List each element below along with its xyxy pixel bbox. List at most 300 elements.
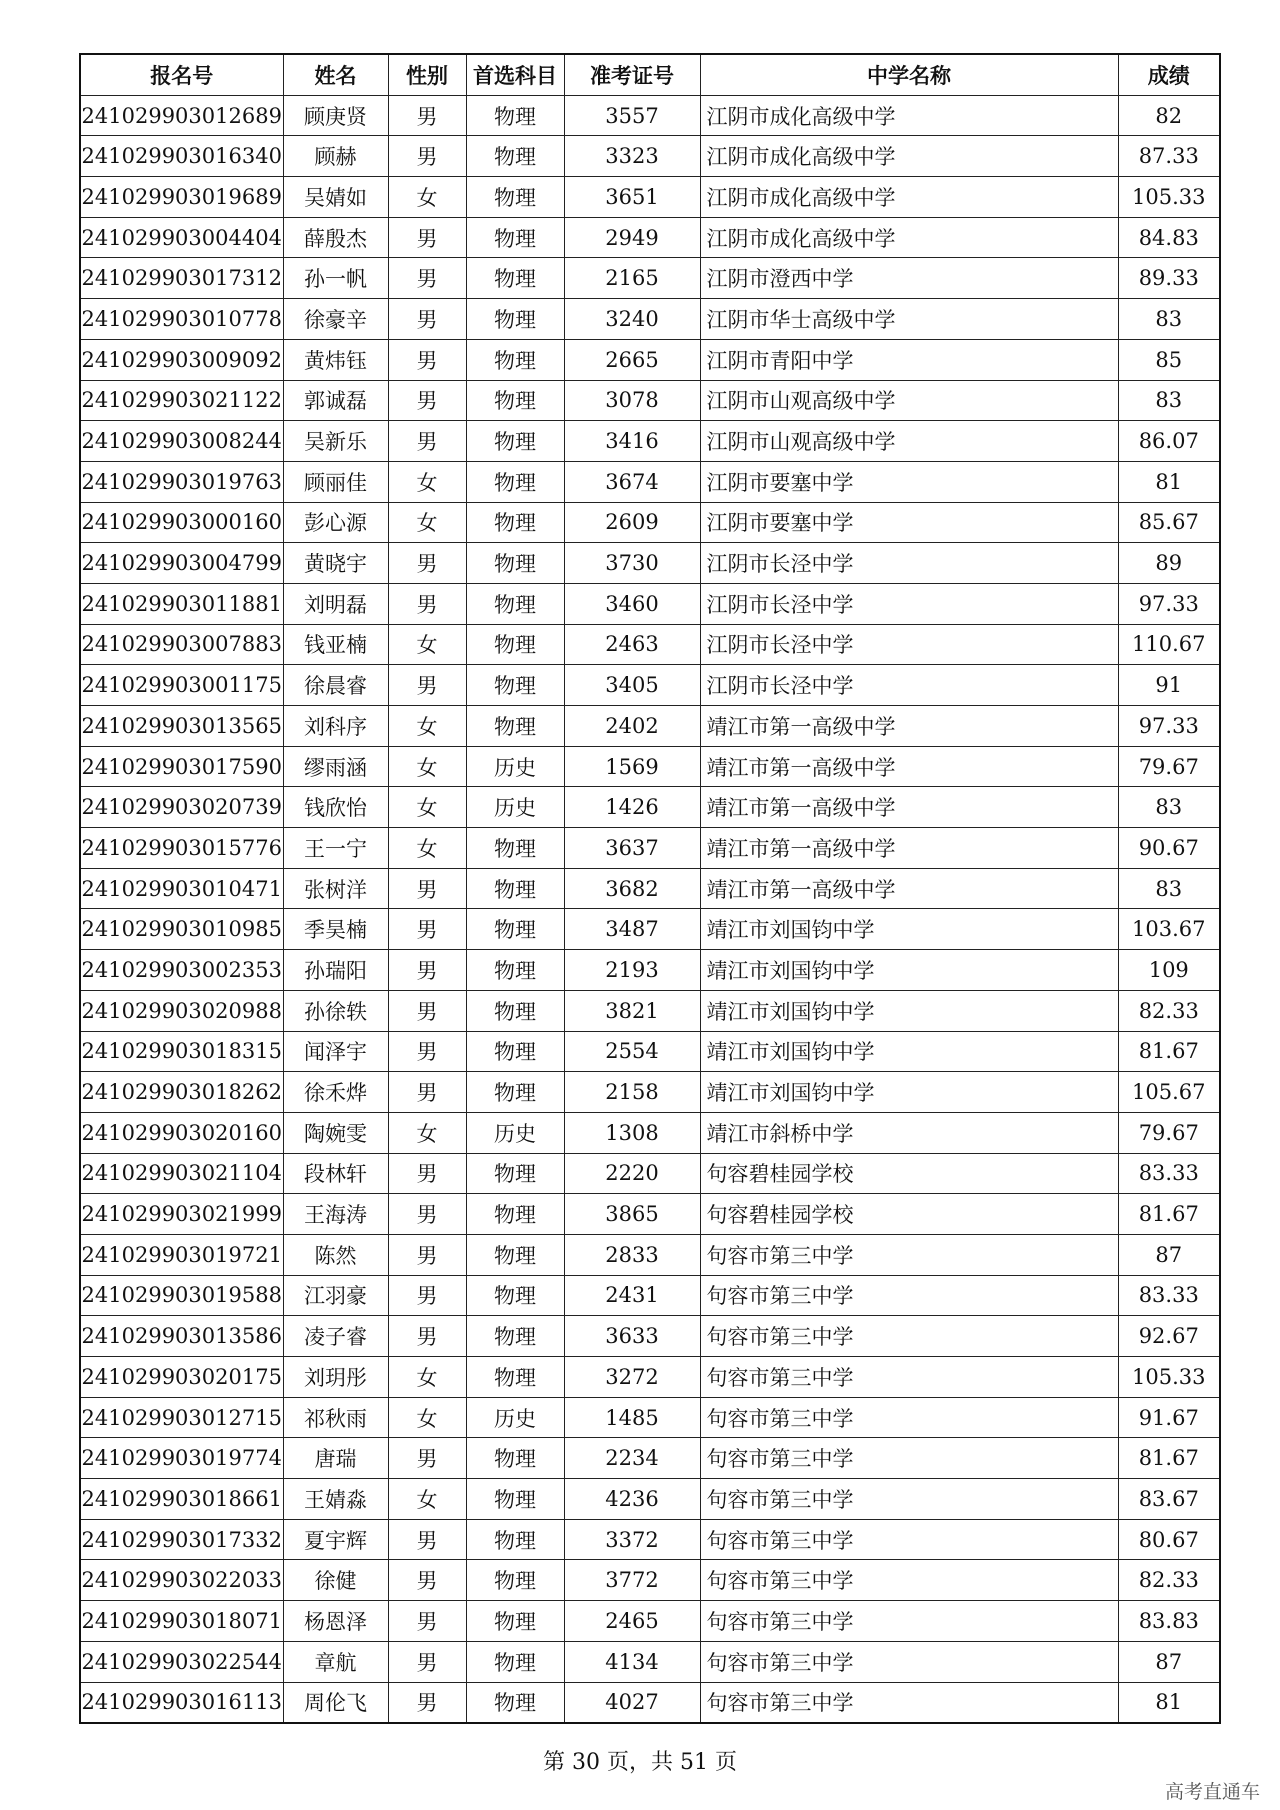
cell-score: 82 [1118,95,1220,136]
cell-registration-no: 241029903019774 [80,1438,283,1479]
table-row [80,1112,1220,1153]
cell-registration-no: 241029903004799 [80,543,283,584]
cell-score: 83.33 [1118,1153,1220,1194]
cell-school: 江阴市长泾中学 [700,665,1118,706]
cell-gender: 男 [388,136,466,177]
cell-subject: 物理 [466,1234,564,1275]
cell-exam-no: 3637 [564,828,700,869]
table-row [80,380,1220,421]
cell-gender: 女 [388,1479,466,1520]
cell-exam-no: 2833 [564,1234,700,1275]
cell-subject: 物理 [466,1194,564,1235]
table-row [80,1234,1220,1275]
cell-score: 89 [1118,543,1220,584]
cell-name: 钱亚楠 [283,624,388,665]
cell-name: 徐豪辛 [283,299,388,340]
cell-registration-no: 241029903011881 [80,583,283,624]
cell-score: 83 [1118,299,1220,340]
cell-school: 靖江市第一高级中学 [700,828,1118,869]
cell-exam-no: 3821 [564,990,700,1031]
cell-registration-no: 241029903016113 [80,1682,283,1723]
header-name: 姓名 [283,54,388,95]
cell-school: 江阴市山观高级中学 [700,421,1118,462]
cell-registration-no: 241029903010471 [80,868,283,909]
cell-registration-no: 241029903021999 [80,1194,283,1235]
cell-name: 孙一帆 [283,258,388,299]
table-row [80,868,1220,909]
table-row [80,909,1220,950]
cell-name: 徐健 [283,1560,388,1601]
cell-score: 81 [1118,1682,1220,1723]
cell-gender: 男 [388,868,466,909]
cell-score: 105.67 [1118,1072,1220,1113]
cell-subject: 物理 [466,583,564,624]
cell-subject: 物理 [466,502,564,543]
cell-subject: 物理 [466,339,564,380]
cell-exam-no: 2165 [564,258,700,299]
cell-subject: 物理 [466,1072,564,1113]
table-row [80,706,1220,747]
cell-school: 江阴市华士高级中学 [700,299,1118,340]
cell-subject: 历史 [466,746,564,787]
cell-school: 江阴市成化高级中学 [700,217,1118,258]
cell-registration-no: 241029903021104 [80,1153,283,1194]
table-row [80,624,1220,665]
cell-registration-no: 241029903020175 [80,1357,283,1398]
cell-score: 85.67 [1118,502,1220,543]
cell-gender: 女 [388,787,466,828]
table-row [80,177,1220,218]
cell-school: 靖江市刘国钧中学 [700,909,1118,950]
cell-school: 句容市第三中学 [700,1641,1118,1682]
cell-name: 顾庚贤 [283,95,388,136]
cell-name: 夏宇辉 [283,1519,388,1560]
cell-name: 陶婉雯 [283,1112,388,1153]
cell-score: 79.67 [1118,746,1220,787]
cell-score: 83.67 [1118,1479,1220,1520]
cell-school: 靖江市斜桥中学 [700,1112,1118,1153]
cell-exam-no: 3557 [564,95,700,136]
header-exam-no: 准考证号 [564,54,700,95]
cell-registration-no: 241029903020739 [80,787,283,828]
cell-score: 81.67 [1118,1438,1220,1479]
cell-gender: 女 [388,177,466,218]
cell-name: 薛殷杰 [283,217,388,258]
cell-school: 江阴市成化高级中学 [700,136,1118,177]
cell-gender: 男 [388,421,466,462]
cell-name: 祁秋雨 [283,1397,388,1438]
page-footer: 第 30 页，共 51 页 [543,1750,737,1775]
cell-school: 句容市第三中学 [700,1519,1118,1560]
cell-exam-no: 3487 [564,909,700,950]
cell-gender: 男 [388,1072,466,1113]
cell-gender: 女 [388,461,466,502]
cell-school: 江阴市要塞中学 [700,461,1118,502]
cell-school: 句容市第三中学 [700,1438,1118,1479]
cell-subject: 物理 [466,258,564,299]
cell-score: 83.33 [1118,1275,1220,1316]
cell-gender: 男 [388,95,466,136]
cell-subject: 物理 [466,543,564,584]
cell-school: 靖江市刘国钧中学 [700,990,1118,1031]
cell-score: 82.33 [1118,990,1220,1031]
cell-name: 顾赫 [283,136,388,177]
header-gender: 性别 [388,54,466,95]
cell-school: 江阴市成化高级中学 [700,95,1118,136]
cell-name: 郭诚磊 [283,380,388,421]
cell-exam-no: 2431 [564,1275,700,1316]
cell-name: 江羽豪 [283,1275,388,1316]
cell-score: 110.67 [1118,624,1220,665]
cell-exam-no: 3633 [564,1316,700,1357]
cell-score: 83 [1118,868,1220,909]
cell-registration-no: 241029903013586 [80,1316,283,1357]
cell-school: 江阴市要塞中学 [700,502,1118,543]
table-row [80,1479,1220,1520]
cell-subject: 物理 [466,706,564,747]
cell-name: 钱欣怡 [283,787,388,828]
table-row [80,990,1220,1031]
cell-subject: 历史 [466,1112,564,1153]
cell-school: 句容市第三中学 [700,1316,1118,1357]
cell-subject: 物理 [466,1031,564,1072]
cell-score: 87 [1118,1234,1220,1275]
cell-subject: 物理 [466,1641,564,1682]
cell-score: 105.33 [1118,177,1220,218]
cell-exam-no: 2234 [564,1438,700,1479]
header-subject: 首选科目 [466,54,564,95]
cell-name: 吴婧如 [283,177,388,218]
cell-subject: 物理 [466,177,564,218]
cell-subject: 物理 [466,95,564,136]
cell-score: 82.33 [1118,1560,1220,1601]
cell-exam-no: 4236 [564,1479,700,1520]
cell-gender: 男 [388,299,466,340]
cell-subject: 物理 [466,136,564,177]
cell-subject: 物理 [466,828,564,869]
cell-registration-no: 241029903017590 [80,746,283,787]
table-body [80,95,1220,1723]
cell-registration-no: 241029903007883 [80,624,283,665]
table-row [80,1194,1220,1235]
cell-exam-no: 3272 [564,1357,700,1398]
cell-registration-no: 241029903020988 [80,990,283,1031]
cell-gender: 男 [388,1438,466,1479]
cell-score: 83 [1118,787,1220,828]
cell-school: 句容市第三中学 [700,1560,1118,1601]
cell-gender: 男 [388,258,466,299]
cell-exam-no: 3240 [564,299,700,340]
cell-subject: 物理 [466,909,564,950]
cell-subject: 物理 [466,1479,564,1520]
cell-school: 江阴市长泾中学 [700,543,1118,584]
cell-registration-no: 241029903022033 [80,1560,283,1601]
cell-registration-no: 241029903019763 [80,461,283,502]
cell-score: 91.67 [1118,1397,1220,1438]
cell-exam-no: 1485 [564,1397,700,1438]
table-row [80,258,1220,299]
watermark: 高考直通车 [1164,1781,1260,1803]
cell-score: 89.33 [1118,258,1220,299]
cell-score: 87 [1118,1641,1220,1682]
cell-school: 江阴市青阳中学 [700,339,1118,380]
cell-name: 凌子睿 [283,1316,388,1357]
cell-score: 83 [1118,380,1220,421]
cell-name: 顾丽佳 [283,461,388,502]
cell-score: 103.67 [1118,909,1220,950]
cell-exam-no: 3730 [564,543,700,584]
cell-score: 90.67 [1118,828,1220,869]
cell-registration-no: 241029903017332 [80,1519,283,1560]
cell-gender: 男 [388,1601,466,1642]
cell-school: 靖江市刘国钧中学 [700,950,1118,991]
cell-name: 刘玥彤 [283,1357,388,1398]
cell-school: 江阴市成化高级中学 [700,177,1118,218]
cell-school: 靖江市刘国钧中学 [700,1031,1118,1072]
cell-subject: 物理 [466,950,564,991]
cell-score: 83.83 [1118,1601,1220,1642]
cell-exam-no: 2949 [564,217,700,258]
cell-exam-no: 3682 [564,868,700,909]
cell-gender: 男 [388,1275,466,1316]
cell-exam-no: 1426 [564,787,700,828]
cell-subject: 历史 [466,787,564,828]
cell-registration-no: 241029903000160 [80,502,283,543]
cell-exam-no: 2554 [564,1031,700,1072]
cell-school: 句容碧桂园学校 [700,1153,1118,1194]
table-row [80,787,1220,828]
cell-gender: 女 [388,746,466,787]
cell-school: 靖江市第一高级中学 [700,868,1118,909]
cell-exam-no: 3372 [564,1519,700,1560]
cell-name: 闻泽宇 [283,1031,388,1072]
cell-exam-no: 3772 [564,1560,700,1601]
cell-subject: 物理 [466,1601,564,1642]
cell-school: 江阴市长泾中学 [700,583,1118,624]
table-row [80,1682,1220,1723]
cell-exam-no: 2158 [564,1072,700,1113]
cell-name: 徐禾烨 [283,1072,388,1113]
table-row [80,1357,1220,1398]
cell-name: 刘明磊 [283,583,388,624]
table-row [80,136,1220,177]
cell-subject: 物理 [466,624,564,665]
cell-name: 缪雨涵 [283,746,388,787]
cell-exam-no: 2220 [564,1153,700,1194]
cell-name: 周伦飞 [283,1682,388,1723]
table-row [80,1275,1220,1316]
cell-exam-no: 1569 [564,746,700,787]
cell-exam-no: 1308 [564,1112,700,1153]
cell-exam-no: 4134 [564,1641,700,1682]
cell-subject: 物理 [466,421,564,462]
cell-name: 吴新乐 [283,421,388,462]
cell-school: 句容市第三中学 [700,1682,1118,1723]
table-row [80,1153,1220,1194]
cell-registration-no: 241029903019689 [80,177,283,218]
cell-gender: 男 [388,990,466,1031]
table-row [80,1438,1220,1479]
cell-subject: 物理 [466,461,564,502]
cell-exam-no: 3323 [564,136,700,177]
cell-registration-no: 241029903018661 [80,1479,283,1520]
cell-school: 句容市第三中学 [700,1357,1118,1398]
cell-exam-no: 2402 [564,706,700,747]
cell-school: 靖江市第一高级中学 [700,706,1118,747]
cell-registration-no: 241029903018262 [80,1072,283,1113]
cell-name: 王海涛 [283,1194,388,1235]
cell-name: 唐瑞 [283,1438,388,1479]
cell-registration-no: 241029903021122 [80,380,283,421]
table-row [80,339,1220,380]
header-registration-no: 报名号 [80,54,283,95]
cell-subject: 物理 [466,380,564,421]
table-row [80,543,1220,584]
cell-registration-no: 241029903015776 [80,828,283,869]
cell-gender: 女 [388,1397,466,1438]
table-row [80,421,1220,462]
table-row [80,1641,1220,1682]
cell-school: 江阴市澄西中学 [700,258,1118,299]
cell-gender: 男 [388,1560,466,1601]
header-school: 中学名称 [700,54,1118,95]
results-table [79,53,1221,1724]
cell-gender: 男 [388,1194,466,1235]
cell-score: 92.67 [1118,1316,1220,1357]
header-score: 成绩 [1118,54,1220,95]
cell-name: 章航 [283,1641,388,1682]
cell-name: 孙瑞阳 [283,950,388,991]
cell-exam-no: 3416 [564,421,700,462]
cell-registration-no: 241029903009092 [80,339,283,380]
cell-gender: 女 [388,706,466,747]
cell-exam-no: 2465 [564,1601,700,1642]
cell-score: 85 [1118,339,1220,380]
table-row [80,1601,1220,1642]
table-row [80,1316,1220,1357]
cell-name: 黄晓宇 [283,543,388,584]
cell-exam-no: 4027 [564,1682,700,1723]
cell-gender: 男 [388,909,466,950]
cell-name: 徐晨睿 [283,665,388,706]
cell-subject: 历史 [466,1397,564,1438]
cell-exam-no: 3460 [564,583,700,624]
cell-subject: 物理 [466,1357,564,1398]
cell-registration-no: 241029903002353 [80,950,283,991]
cell-gender: 女 [388,1112,466,1153]
cell-name: 彭心源 [283,502,388,543]
cell-subject: 物理 [466,1682,564,1723]
cell-score: 84.83 [1118,217,1220,258]
cell-name: 孙徐轶 [283,990,388,1031]
cell-registration-no: 241029903010778 [80,299,283,340]
cell-score: 86.07 [1118,421,1220,462]
table-row [80,828,1220,869]
cell-gender: 男 [388,339,466,380]
cell-registration-no: 241029903018071 [80,1601,283,1642]
cell-name: 季昊楠 [283,909,388,950]
cell-registration-no: 241029903008244 [80,421,283,462]
cell-school: 句容市第三中学 [700,1275,1118,1316]
cell-registration-no: 241029903020160 [80,1112,283,1153]
cell-score: 97.33 [1118,706,1220,747]
cell-gender: 男 [388,665,466,706]
cell-subject: 物理 [466,1316,564,1357]
cell-school: 句容碧桂园学校 [700,1194,1118,1235]
cell-exam-no: 3405 [564,665,700,706]
cell-gender: 男 [388,1234,466,1275]
cell-registration-no: 241029903019588 [80,1275,283,1316]
cell-exam-no: 3674 [564,461,700,502]
cell-name: 刘科序 [283,706,388,747]
cell-score: 109 [1118,950,1220,991]
cell-gender: 男 [388,1682,466,1723]
table-row [80,1560,1220,1601]
cell-score: 91 [1118,665,1220,706]
cell-gender: 女 [388,502,466,543]
cell-school: 句容市第三中学 [700,1397,1118,1438]
cell-name: 张树洋 [283,868,388,909]
cell-subject: 物理 [466,1438,564,1479]
cell-exam-no: 2609 [564,502,700,543]
cell-name: 段林轩 [283,1153,388,1194]
table-row [80,217,1220,258]
cell-registration-no: 241029903019721 [80,1234,283,1275]
cell-name: 陈然 [283,1234,388,1275]
table-row [80,1072,1220,1113]
cell-registration-no: 241029903012689 [80,95,283,136]
cell-registration-no: 241029903018315 [80,1031,283,1072]
cell-subject: 物理 [466,217,564,258]
cell-gender: 男 [388,583,466,624]
cell-gender: 男 [388,1153,466,1194]
cell-exam-no: 2463 [564,624,700,665]
cell-school: 江阴市山观高级中学 [700,380,1118,421]
cell-registration-no: 241029903017312 [80,258,283,299]
cell-registration-no: 241029903001175 [80,665,283,706]
cell-name: 王婧淼 [283,1479,388,1520]
cell-school: 靖江市第一高级中学 [700,787,1118,828]
cell-registration-no: 241029903016340 [80,136,283,177]
table-row [80,461,1220,502]
cell-school: 句容市第三中学 [700,1601,1118,1642]
cell-registration-no: 241029903022544 [80,1641,283,1682]
cell-gender: 女 [388,1357,466,1398]
cell-school: 江阴市长泾中学 [700,624,1118,665]
cell-subject: 物理 [466,1153,564,1194]
cell-registration-no: 241029903010985 [80,909,283,950]
cell-school: 靖江市第一高级中学 [700,746,1118,787]
cell-gender: 女 [388,828,466,869]
table-row [80,950,1220,991]
cell-subject: 物理 [466,299,564,340]
table-row [80,299,1220,340]
cell-gender: 男 [388,950,466,991]
cell-gender: 男 [388,1316,466,1357]
cell-school: 句容市第三中学 [700,1234,1118,1275]
table-row [80,1031,1220,1072]
table-row [80,583,1220,624]
cell-subject: 物理 [466,665,564,706]
cell-gender: 女 [388,624,466,665]
cell-exam-no: 2193 [564,950,700,991]
cell-score: 87.33 [1118,136,1220,177]
table-row [80,502,1220,543]
cell-name: 王一宁 [283,828,388,869]
cell-school: 句容市第三中学 [700,1479,1118,1520]
cell-registration-no: 241029903012715 [80,1397,283,1438]
cell-name: 杨恩泽 [283,1601,388,1642]
